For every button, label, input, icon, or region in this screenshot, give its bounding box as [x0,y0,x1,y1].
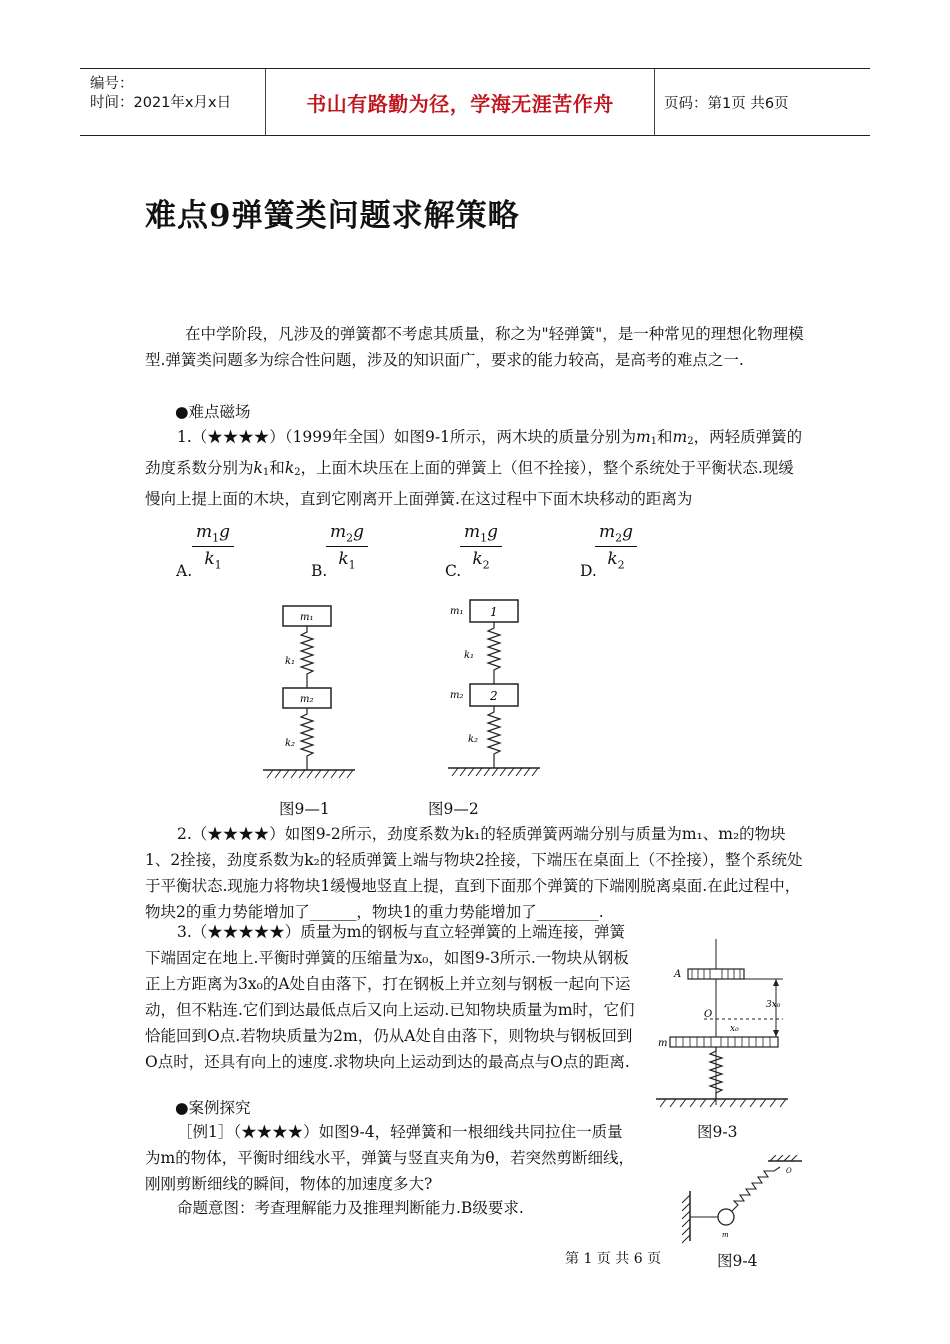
question-1: 1.（★★★★）（1999年全国）如图9-1所示，两木块的质量分别为$m_1$和$m_2$，两轻质弹簧的劲度系数分别为$k_1$和$k_2$，上面木块压在上面的弹簧上（但不拴接），整个系统处于平衡状态.现缓慢向上提上面的木块，直到它刚离开上面弹簧.在这过程中下面木块移动的距离为 [145,428,803,508]
svg-text:m₂: m₂ [300,694,314,705]
figure-9-4-caption: 图9-4 [717,1252,758,1270]
svg-text:m: m [722,1231,729,1239]
page-title: 难点9弹簧类问题求解策略 [145,198,520,234]
svg-text:O: O [786,1167,792,1175]
svg-text:m₁: m₁ [450,606,464,617]
svg-text:k₁: k₁ [464,650,475,661]
option-b-fraction: $\frac{m_2g}{k_1}$ [326,522,368,572]
svg-text:m₁: m₁ [300,612,314,623]
code-label: 编号： [90,76,134,92]
option-d-fraction: $\frac{m_2g}{k_2}$ [595,522,637,572]
page-footer: 第 1 页 共 6 页 [565,1251,662,1267]
svg-text:k₂: k₂ [285,738,296,749]
svg-text:A: A [674,969,682,980]
question-2: 2.（★★★★）如图9-2所示，劲度系数为k₁的轻质弹簧两端分别与质量为m₁、m₂的物块1、2拴接，劲度系数为k₂的轻质弹簧上端与物块2拴接，下端压在桌面上（不拴接），整个系统处于平衡状态.现施力将物块1缓慢地竖直上提，直到下面那个弹簧的下端刚脱离桌面.在此过程中，物块2的重力势能增加了______，物块1的重力势能增加了________. [145,825,803,921]
section-heading-cases: ●案例探究 [175,1099,251,1117]
option-c-label: C. [445,562,462,580]
svg-text:2: 2 [490,689,498,703]
svg-text:k₁: k₁ [285,656,296,667]
svg-text:1: 1 [490,605,498,619]
option-c-fraction: $\frac{m_1g}{k_2}$ [460,522,502,572]
svg-text:x₀: x₀ [730,1024,739,1034]
option-d-label: D. [580,562,597,580]
header-page-info: 页码：第1页 共6页 [664,95,789,112]
svg-text:m: m [658,1038,668,1049]
figure-9-1-caption: 图9—1 [279,800,330,818]
header-meta [80,69,266,135]
header-motto: 书山有路勤为径，学海无涯苦作舟 [266,69,655,135]
figure-9-3 [648,935,798,1115]
figure-9-2 [440,592,550,782]
svg-text:m₂: m₂ [450,690,464,701]
svg-text:3x₀: 3x₀ [766,1000,781,1010]
page-header [80,68,870,136]
time-label: 时间：2021年x月x日 [90,95,232,111]
option-a-label: A. [176,562,193,580]
svg-text:k₂: k₂ [468,734,479,745]
option-b-label: B. [311,562,328,580]
example-1: ［例1］（★★★★）如图9-4，轻弹簧和一根细线共同拉住一质量为m的物体，平衡时细线水平，弹簧与竖直夹角为θ，若突然剪断细线，刚刚剪断细线的瞬间，物体的加速度多大? [145,1123,635,1193]
section-heading-difficulty: ●难点磁场 [175,403,251,421]
svg-text:O: O [704,1009,713,1020]
question-intent: 命题意图：考查理解能力及推理判断能力.B级要求. [177,1199,524,1217]
figure-9-2-caption: 图9—2 [428,800,479,818]
intro-paragraph: 在中学阶段，凡涉及的弹簧都不考虑其质量，称之为"轻弹簧"，是一种常见的理想化物理模型.弹簧类问题多为综合性问题，涉及的知识面广，要求的能力较高，是高考的难点之一. [145,325,804,369]
figure-9-3-caption: 图9-3 [697,1123,738,1141]
figure-9-1 [255,598,365,788]
option-a-fraction: $\frac{m_1g}{k_1}$ [192,522,234,572]
figure-9-4 [676,1155,816,1245]
question-3: 3.（★★★★★）质量为m的钢板与直立轻弹簧的上端连接，弹簧下端固定在地上.平衡时弹簧的压缩量为x₀，如图9-3所示.一物块从钢板正上方距离为3x₀的A处自由落下，打在钢板上并立刻与钢板一起向下运动，但不粘连.它们到达最低点后又向上运动.已知物块质量为m时，它们恰能回到O点.若物块质量为2m，仍从A处自由落下，则物块与钢板回到O点时，还具有向上的速度.求物块向上运动到达的最高点与O点的距离. [145,923,635,1071]
